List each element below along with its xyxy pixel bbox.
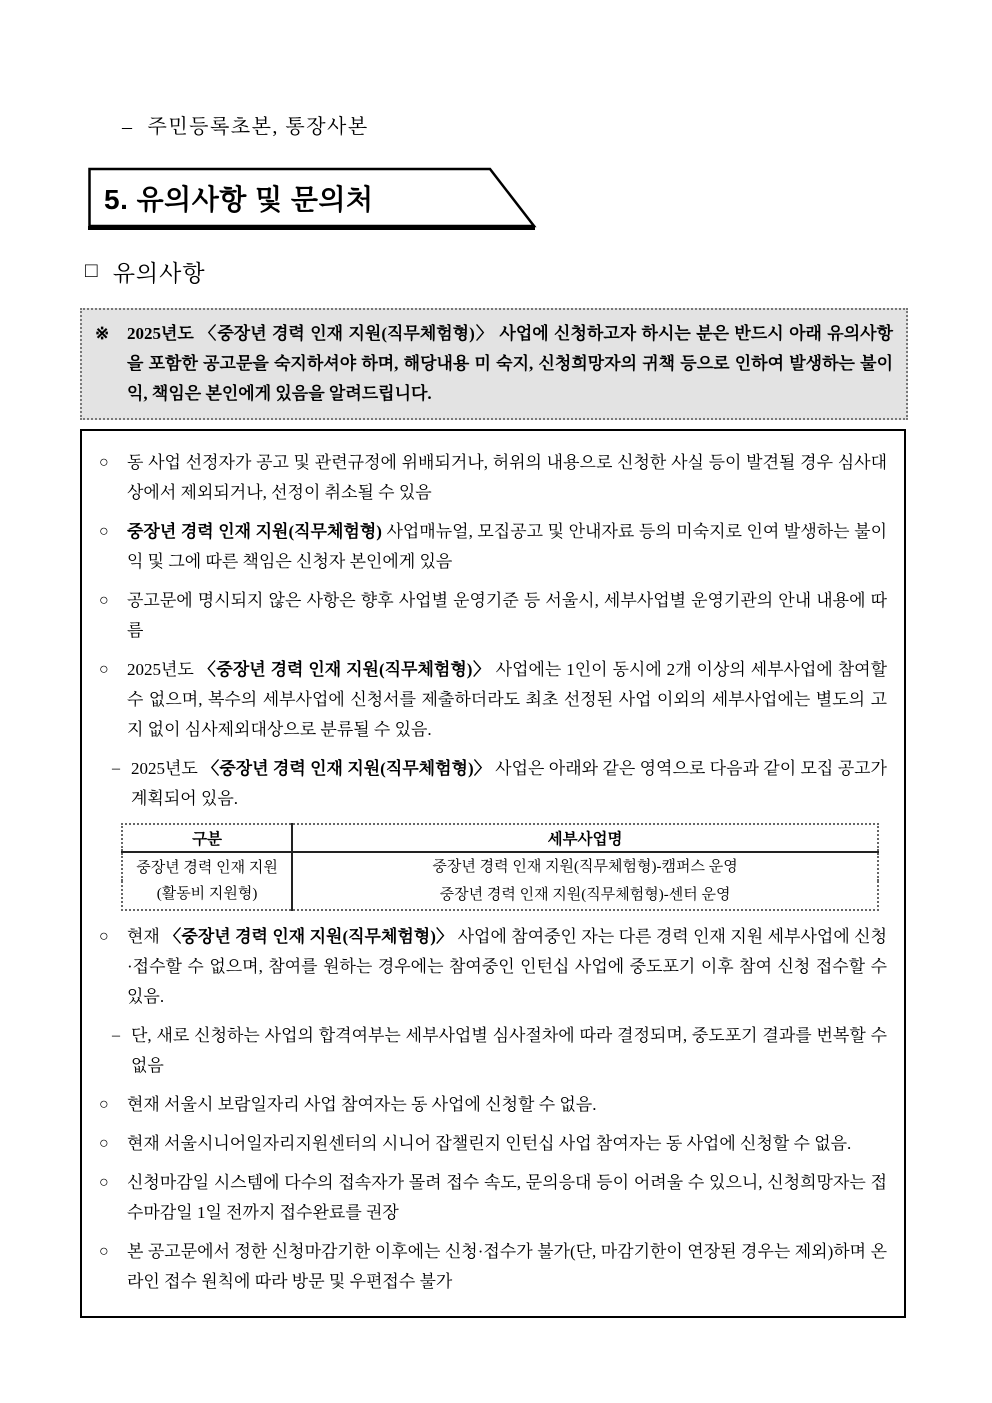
subsection-title: 유의사항 xyxy=(112,261,206,286)
header-program: 세부사업명 xyxy=(292,824,878,852)
text-segment: 본 공고문에서 정한 신청마감기한 이후에는 신청·접수가 불가(단, 마감기한이 연장된 경우는 제외)하며 온라인 접수 원칙에 따라 방문 및 우편접수 불가 xyxy=(127,1242,887,1291)
notice-item-text xyxy=(127,586,887,646)
notice-item-text xyxy=(127,517,887,577)
programs-table xyxy=(121,823,879,911)
notice-item xyxy=(99,1168,887,1228)
circle-bullet-icon: ○ xyxy=(99,1096,109,1113)
circle-bullet-icon: ○ xyxy=(99,928,109,945)
notice-subitem xyxy=(99,754,887,814)
warning-notice-box xyxy=(80,308,908,420)
text-segment-bold: 〈중장년 경력 인재 지원(직무체험형)〉 xyxy=(202,759,491,778)
text-segment: 사업에는 1인이 동시에 2개 이상의 세부사업에 참여할 수 없으며, 복수의 세부사업에 신청서를 제출하더라도 최초 선정된 사업 이외의 세부사업에는 별도의 고지 없이 심사제외대상으로 분류될 수 있음. xyxy=(127,660,887,739)
circle-bullet-icon: ○ xyxy=(99,1135,109,1152)
text-segment: 단, 새로 신청하는 사업의 합격여부는 세부사업별 심사절차에 따라 결정되며, 중도포기 결과를 번복할 수 없음 xyxy=(131,1026,887,1075)
cell-program: 중장년 경력 인재 지원(직무체험형)-캠퍼스 운영 xyxy=(292,852,878,881)
text-segment: 사업매뉴얼, 모집공고 및 안내자료 등의 미숙지로 인여 발생하는 불이익 및 그에 따른 책임은 신청자 본인에게 있음 xyxy=(127,522,887,571)
text-segment-bold: 〈중장년 경력 인재 지원(직무체험형)〉 xyxy=(198,660,491,679)
text-segment: 현재 서울시니어일자리지원센터의 시니어 잡챌린지 인턴십 사업 참여자는 동 사업에 신청할 수 없음. xyxy=(127,1134,852,1153)
notes-content-box xyxy=(80,429,906,1318)
dash-bullet-icon: – xyxy=(112,1027,120,1044)
circle-bullet-icon: ○ xyxy=(99,592,109,609)
text-segment: 현재 xyxy=(127,927,165,946)
circle-bullet-icon: ○ xyxy=(99,1243,109,1260)
notice-item-text xyxy=(127,448,887,508)
section-title: 5. 유의사항 및 문의처 xyxy=(104,183,374,215)
text-segment: 사업은 아래와 같은 영역으로 다음과 같이 모집 공고가 계획되어 있음. xyxy=(131,759,887,808)
notice-item xyxy=(99,1129,887,1159)
notice-item-text xyxy=(127,1168,887,1228)
text-segment: 동 사업 선정자가 공고 및 관련규정에 위배되거나, 허위의 내용으로 신청한 사실 등이 발견될 경우 심사대상에서 제외되거나, 선정이 취소될 수 있음 xyxy=(127,453,887,502)
cell-category xyxy=(122,852,292,910)
warning-notice-text: 2025년도 〈중장년 경력 인재 지원(직무체험형)〉 사업에 신청하고자 하시는 분은 반드시 아래 유의사항을 포함한 공고문을 숙지하셔야 하며, 해당내용 미 숙지, 신청희망자의 귀책 등으로 인하여 발생하는 불이익, 책임은 본인에게 있음을 알려드립니다. xyxy=(127,324,893,403)
category-line1: 중장년 경력 인재 지원 xyxy=(136,860,278,876)
notice-item-text xyxy=(127,1090,887,1120)
text-segment: 2025년도 xyxy=(127,660,199,679)
notice-item-text xyxy=(131,1021,887,1081)
notice-item-text xyxy=(131,754,887,814)
table-row xyxy=(122,852,878,881)
attachment-list-item xyxy=(122,0,992,139)
notice-item-text xyxy=(127,655,887,745)
cell-program: 중장년 경력 인재 지원(직무체험형)-센터 운영 xyxy=(292,881,878,910)
reference-mark-icon: ※ xyxy=(95,324,110,343)
text-segment: 2025년도 xyxy=(131,759,203,778)
notice-item-text xyxy=(127,1129,887,1159)
subsection-heading xyxy=(85,255,992,288)
notice-item-text xyxy=(127,1237,887,1297)
header-category: 구분 xyxy=(122,824,292,852)
notice-item xyxy=(99,586,887,646)
square-bullet-icon: □ xyxy=(85,258,99,282)
text-segment-bold: 중장년 경력 인재 지원(직무체험형) xyxy=(127,522,382,541)
programs-table-wrapper xyxy=(121,823,879,911)
text-segment-bold: 〈중장년 경력 인재 지원(직무체험형)〉 xyxy=(164,927,454,946)
text-segment: 신청마감일 시스템에 다수의 접속자가 몰려 접수 속도, 문의응대 등이 어려울 수 있으니, 신청희망자는 접수마감일 1일 전까지 접수완료를 권장 xyxy=(127,1173,887,1222)
category-line2: (활동비 지원형) xyxy=(156,886,258,902)
notice-item xyxy=(99,517,887,577)
text-segment: 현재 서울시 보람일자리 사업 참여자는 동 사업에 신청할 수 없음. xyxy=(127,1095,597,1114)
circle-bullet-icon: ○ xyxy=(99,1174,109,1191)
notice-item xyxy=(99,448,887,508)
notice-item xyxy=(99,1090,887,1120)
dash-marker: – xyxy=(122,116,134,138)
notice-item xyxy=(99,1237,887,1297)
notice-item-text xyxy=(127,922,887,1012)
notice-item xyxy=(99,922,887,1012)
circle-bullet-icon: ○ xyxy=(99,661,109,678)
table-header-row xyxy=(122,824,878,852)
attachment-list-text: 주민등록초본, 통장사본 xyxy=(147,116,369,138)
notice-item xyxy=(99,655,887,745)
notice-subitem xyxy=(99,1021,887,1081)
circle-bullet-icon: ○ xyxy=(99,454,109,471)
text-segment: 사업에 참여중인 자는 다른 경력 인재 지원 세부사업에 신청·접수할 수 없으며, 참여를 원하는 경우에는 참여중인 인턴십 사업에 중도포기 이후 참여 신청 접수할 수 있음. xyxy=(127,927,887,1006)
dash-bullet-icon: – xyxy=(112,760,120,777)
text-segment: 공고문에 명시되지 않은 사항은 향후 사업별 운영기준 등 서울시, 세부사업별 운영기관의 안내 내용에 따름 xyxy=(127,591,887,640)
section-banner xyxy=(88,167,540,231)
circle-bullet-icon: ○ xyxy=(99,523,109,540)
